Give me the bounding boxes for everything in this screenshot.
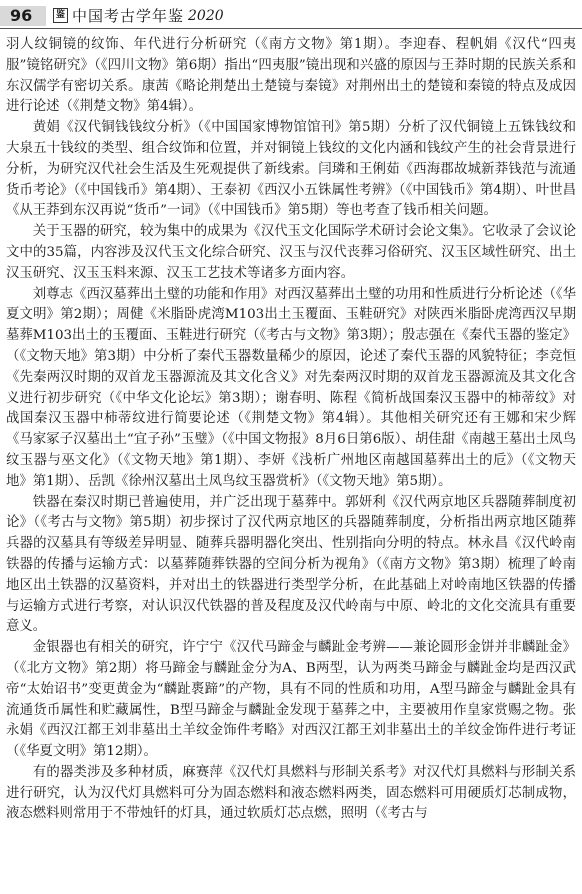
paragraph-gold-silver: 金银器也有相关的研究，许宁宁《汉代马蹄金与麟趾金考辨——兼论圆形金饼并非麟趾金》（《北方文物》第2期）将马蹄金与麟趾金分为A、B两型，认为两类马蹄金与麟趾金均是西汉武帝“太始诏书”变更黄金为“麟趾褭蹄”的产物，具有不同的性质和功用，A型马蹄金与麟趾金具有流通货币属性和贮藏属性，B型马蹄金与麟趾金发现于墓葬之中，主要被用作皇家赏赐之物。张永娟《西汉江都王刘非墓出土羊纹金饰件考略》对西汉江都王刘非墓出土的羊纹金饰件进行考证（《华夏文明》第12期）。 — [6, 640, 576, 760]
page-number: 96 — [0, 6, 46, 26]
header-divider — [0, 28, 582, 29]
paragraph-iron: 铁器在秦汉时期已普遍使用，并广泛出现于墓葬中。郭妍利《汉代两京地区兵器随葬制度初论》（《考古与文物》第5期）初步探讨了汉代两京地区的兵器随葬制度，分析指出两京地区随葬兵器的汉墓具有等级差异明显、随葬兵器明器化突出、性别指向分明的特点。林永昌《汉代岭南铁器的传播与运输方式：以墓葬随葬铁器的空间分析为视角》（《南方文物》第3期）梳理了岭南地区出土铁器的汉墓资料，并对出土的铁器进行类型学分析，在此基础上对岭南地区铁器的传播与运输方式进行考察，对认识汉代铁器的普及程度及汉代岭南与中原、岭北的文化交流具有重要意义。 — [6, 494, 576, 635]
running-header — [0, 0, 582, 28]
paragraph-coins: 黄娟《汉代铜钱钱纹分析》（《中国国家博物馆馆刊》第5期）分析了汉代铜镜上五铢钱纹和大泉五十钱纹的类型、组合纹饰和位置，并对铜镜上钱纹的文化内涵和钱纹产生的社会背景进行分析，为研究汉代社会生活及生死观提供了新线索。闫璘和王俐茹《西海郡故城新莽钱范与流通货币考论》（《中国钱币》第4期）、王泰初《西汉小五铢属性考辨》（《中国钱币》第4期）、叶世昌《从王莽到东汉再说“货币”一词》（《中国钱币》第5期）等也考查了钱币相关问题。 — [6, 120, 576, 219]
paragraph-jade-overview: 关于玉器的研究，较为集中的成果为《汉代玉文化国际学术研讨会论文集》。它收录了会议论文中的35篇，内容涉及汉代玉文化综合研究、汉玉与汉代丧葬习俗研究、汉玉区域性研究、出土汉玉研究、汉玉玉料来源、汉玉工艺技术等诸多方面内容。 — [6, 224, 576, 281]
paragraph-lamps: 有的器类涉及多种材质，麻赛萍《汉代灯具燃料与形制关系考》对汉代灯具燃料与形制关系进行研究，认为汉代灯具燃料可分为固态燃料和液态燃料两类，固态燃料可用硬质灯芯制成物，液态燃料则常用于不带烛钎的灯具，通过软质灯芯点燃，照明（《考古与 — [6, 764, 576, 822]
paragraph-jade-studies: 刘尊志《西汉墓葬出土璧的功能和作用》对西汉墓葬出土璧的功用和性质进行分析论述（《华夏文明》第2期）；周健《米脂卧虎湾M103出土玉覆面、玉鞋研究》对陕西米脂卧虎湾西汉早期墓葬M103出土的玉覆面、玉鞋进行研究（《考古与文物》第3期）；殷志强在《秦代玉器的鉴定》（《文物天地》第3期）中分析了秦代玉器数量稀少的原因，论述了秦代玉器的风貌特征；李竞恒《先秦两汉时期的双首龙玉器源流及其文化含义》对先秦两汉时期的双首龙玉器源流及其文化含义进行初步研究（《中华文化论坛》第3期）；谢春明、陈程《简析战国秦汉玉器中的柿蒂纹》对战国秦汉玉器中柿蒂纹进行简要论述（《荆楚文物》第4辑）。其他相关研究还有王娜和宋少辉《马家冢子汉墓出土“宜子孙”玉璧》（《中国文物报》8月6日第6版）、胡佳甜《南越王墓出土凤鸟纹玉器与巫文化》（《文物天地》第1期）、李妍《浅析广州地区南越国墓葬出土的卮》（《文物天地》第1期）、岳凯《徐州汉墓出土凤鸟纹玉器赏析》（《文物天地》第5期）。 — [6, 286, 577, 489]
journal-title: 中国考古学年鉴 — [72, 7, 185, 25]
journal-year: 2020 — [188, 8, 224, 24]
journal-logo-icon: 鉴 — [53, 8, 68, 23]
article-body — [6, 35, 576, 825]
paragraph-bronze-mirrors: 羽人纹铜镜的纹饰、年代进行分析研究（《南方文物》第1期）。李迎春、程帆娟《汉代“四夷服”镜铭研究》（《四川文物》第6期）指出“四夷服”镜出现和兴盛的原因与王莽时期的民族关系和东汉儒学有密切关系。康茜《略论荆楚出土楚镜与秦镜》对荆州出土的楚镜和秦镜的特点及成因进行论述（《荆楚文物》第4辑）。 — [6, 37, 576, 115]
